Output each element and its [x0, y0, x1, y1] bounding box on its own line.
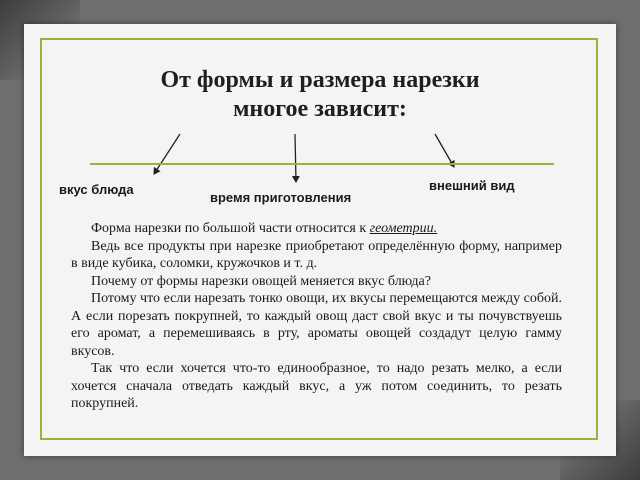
label-appearance: внешний вид	[429, 178, 515, 193]
label-taste: вкус блюда	[59, 182, 134, 197]
arrow-to-cooking-time	[295, 134, 296, 182]
paragraph-5: Так что если хочется что-то единообразное, то надо резать мелко, а если хочется сначала отведать каждый вкус, а уж потом соединить, то резать покрупней.	[71, 361, 562, 411]
geometry-link[interactable]: геометрии.	[369, 221, 438, 236]
divider-line	[90, 163, 554, 165]
title-line-1: От формы и размера нарезки	[160, 67, 480, 93]
arrow-to-taste	[154, 134, 180, 174]
label-cooking-time: время приготовления	[210, 190, 352, 205]
paragraph-2: Ведь все продукты при нарезке приобретают определённую форму, например в виде кубика, соломки, кружочков и т. д.	[71, 238, 562, 271]
paragraph-1-text: Форма нарезки по большой части относится к	[91, 221, 370, 236]
body-text	[71, 220, 562, 413]
title-line-2: многое зависит:	[233, 96, 407, 122]
paragraph-1	[71, 220, 562, 238]
slide	[24, 24, 616, 456]
paragraph-3: Почему от формы нарезки овощей меняется вкус блюда?	[91, 273, 431, 289]
paragraph-4: Потому что если нарезать тонко овощи, их вкусы перемещаются между собой. А если порезать покрупней, то каждый овощ даст свой вкус и ты почувствуешь его аромат, а перемешиваясь в рту, ароматы овощей создадут целую гамму вкусов.	[71, 291, 562, 359]
